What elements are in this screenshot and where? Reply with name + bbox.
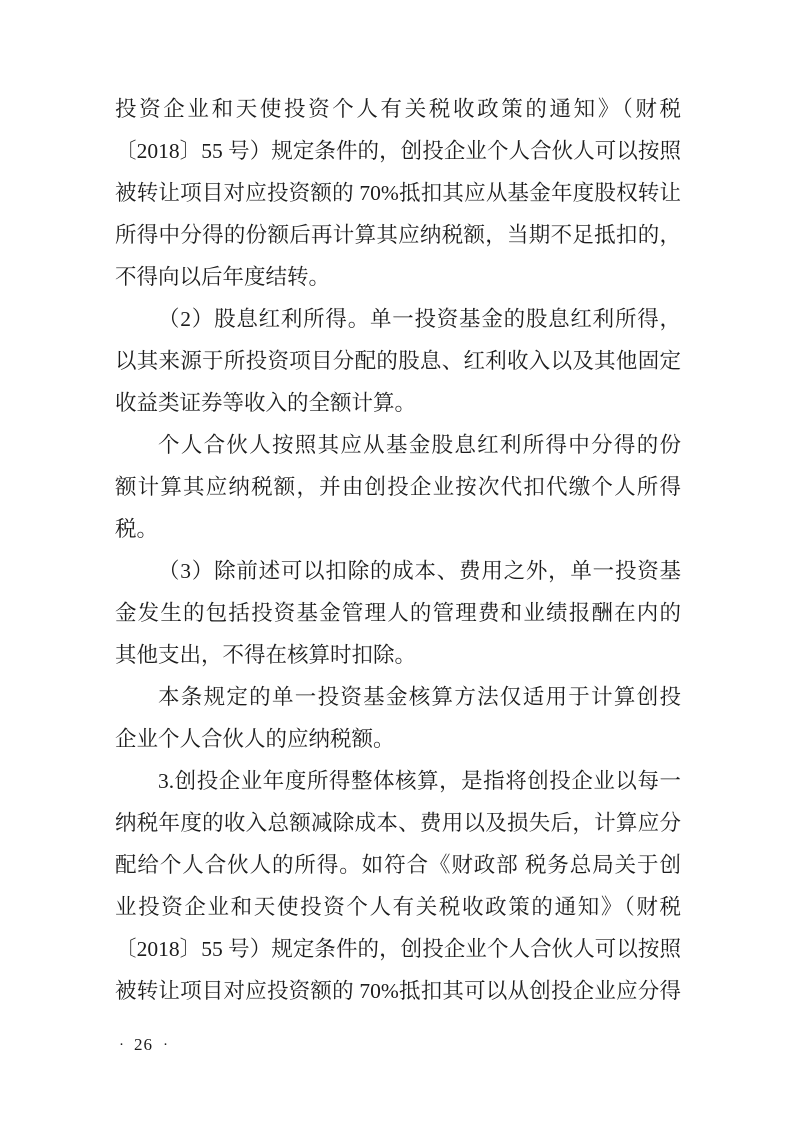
text-line: 额计算其应纳税额，并由创投企业按次代扣代缴个人所得 [115, 475, 681, 499]
text-line: 配给个人合伙人的所得。如符合《财政部 税务总局关于创 [115, 853, 681, 877]
text-line: 其他支出，不得在核算时扣除。 [115, 643, 417, 667]
text-line: 以其来源于所投资项目分配的股息、红利收入以及其他固定 [115, 349, 681, 373]
text-line: 纳税年度的收入总额减除成本、费用以及损失后，计算应分 [115, 811, 681, 835]
page-body-text [115, 88, 681, 1012]
text-line: （2）股息红利所得。单一投资基金的股息红利所得， [158, 307, 681, 331]
text-line: 〔2018〕55 号）规定条件的，创投企业个人合伙人可以按照 [115, 937, 681, 961]
text-line: 所得中分得的份额后再计算其应纳税额，当期不足抵扣的， [115, 223, 681, 247]
text-line: 金发生的包括投资基金管理人的管理费和业绩报酬在内的 [115, 601, 681, 625]
text-line: 被转让项目对应投资额的 70%抵扣其可以从创投企业应分得 [115, 979, 681, 1003]
footer-right-dot: · [163, 1037, 168, 1053]
text-line: 〔2018〕55 号）规定条件的，创投企业个人合伙人可以按照 [115, 139, 681, 163]
text-line: 税。 [115, 517, 159, 541]
text-line: 3.创投企业年度所得整体核算，是指将创投企业以每一 [158, 769, 681, 793]
footer-left-dot: · [119, 1037, 124, 1053]
text-line: 个人合伙人按照其应从基金股息红利所得中分得的份 [158, 433, 681, 457]
text-line: （3）除前述可以扣除的成本、费用之外，单一投资基 [158, 559, 681, 583]
page-number: 26 [134, 1035, 153, 1054]
page-number-footer [119, 1030, 168, 1060]
text-line: 本条规定的单一投资基金核算方法仅适用于计算创投 [158, 685, 681, 709]
text-line: 企业个人合伙人的应纳税额。 [115, 727, 395, 751]
text-line: 业投资企业和天使投资个人有关税收政策的通知》（财税 [115, 895, 681, 919]
text-line: 不得向以后年度结转。 [115, 265, 331, 289]
text-line: 收益类证券等收入的全额计算。 [115, 391, 417, 415]
text-line: 投资企业和天使投资个人有关税收政策的通知》（财税 [115, 97, 681, 121]
text-line: 被转让项目对应投资额的 70%抵扣其应从基金年度股权转让 [115, 181, 681, 205]
